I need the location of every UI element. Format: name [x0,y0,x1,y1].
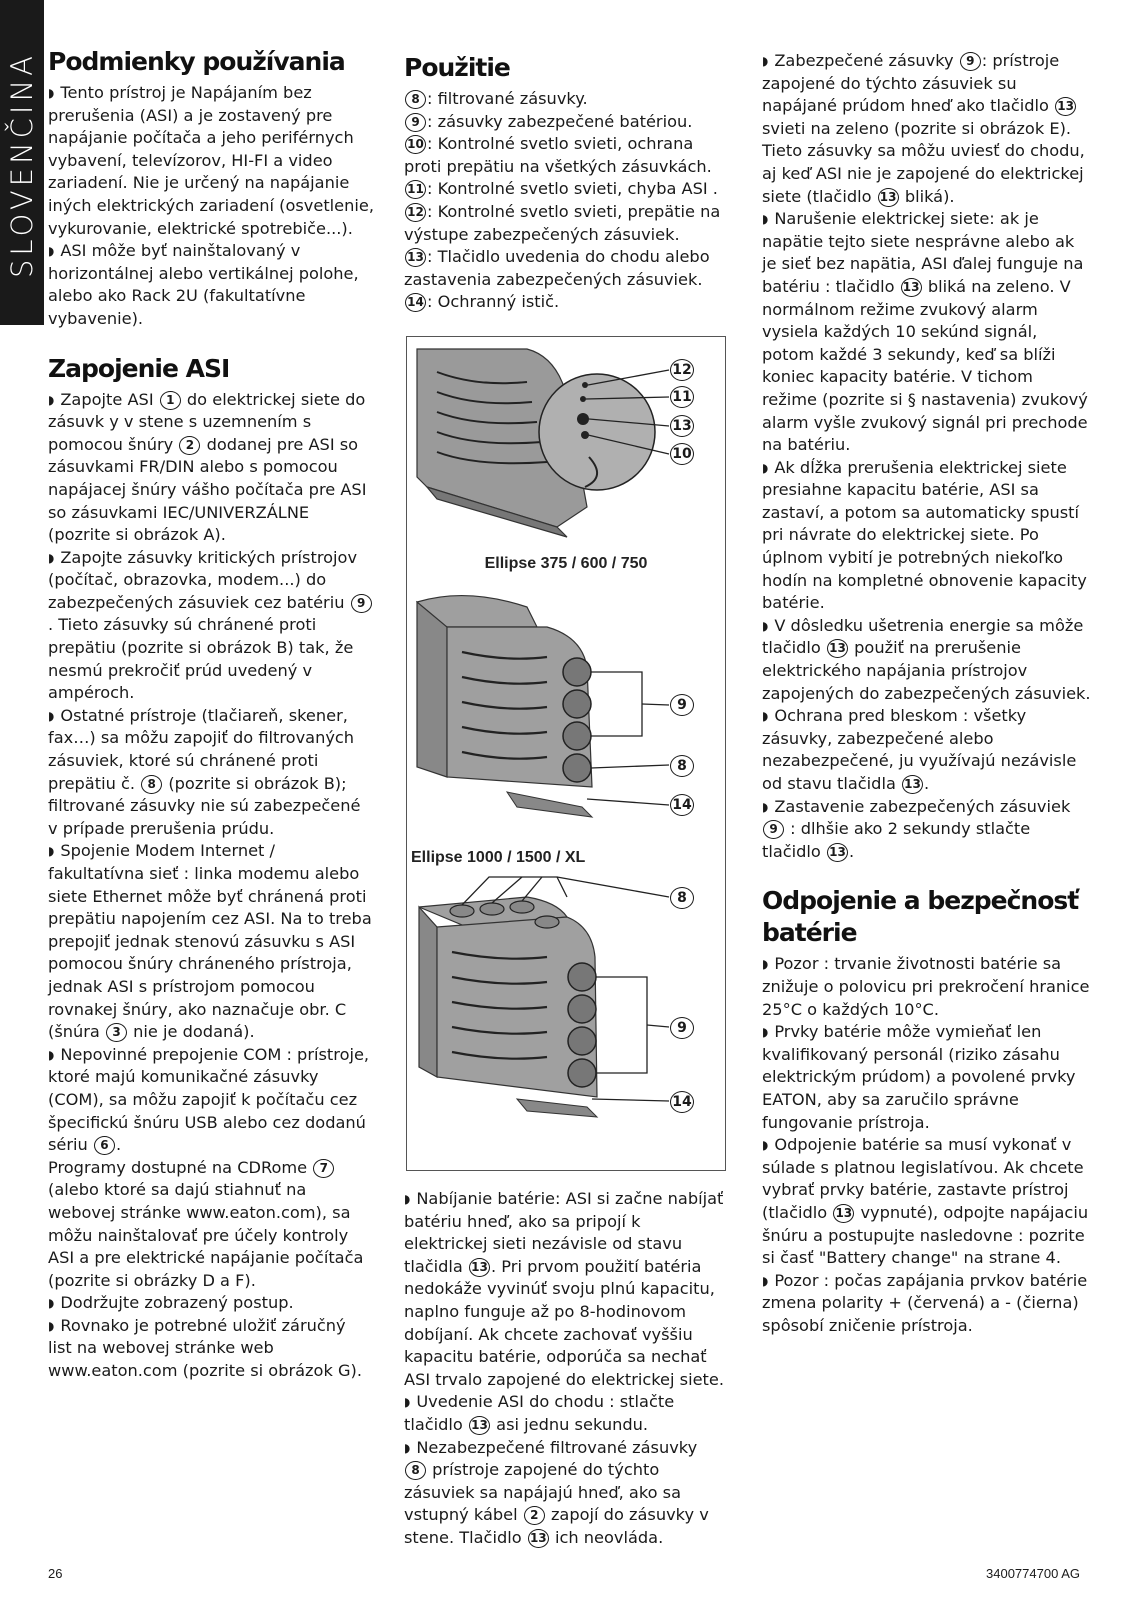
callout-11: 11 [670,386,694,408]
ref-number: 9 [351,594,372,613]
column-3 [762,50,1092,1337]
paragraph: ◗ Rovnako je potrebné uložiť záručný list na webovej stránke web www.eaton.com (pozrite si obrázok G). [48,1315,374,1383]
callout-9: 9 [670,694,694,716]
paragraph: ◗ ASI môže byť nainštalovaný v horizontálnej alebo vertikálnej polohe, alebo ako Rack 2U (fakultatívne vybavenie). [48,240,374,330]
paragraph: ◗ Dodržujte zobrazený postup. [48,1292,374,1315]
legend-item: 8 : filtrované zásuvky. [404,88,724,111]
paragraph: ◗ Zapojte ASI 1 do elektrickej siete do zásuvk y v stene s uzemnením s pomocou šnúry 2 dodanej pre ASI so zásuvkami FR/DIN alebo s pomocou napájacej šnúry vášho počítača pre ASI so zásuvkami IEC/UNIVERZÁLNE (pozrite si obrázok A). [48,389,374,547]
paragraph: ◗ V dôsledku ušetrenia energie sa môže tlačidlo 13 použiť na prerušenie elektrického napájania prístrojov zapojených do zabezpečených zásuviek. [762,615,1092,705]
paragraph: ◗ Zapojte zásuvky kritických prístrojov (počítač, obrazovka, modem...) do zabezpečených zásuviek cez batériu 9. Tieto zásuvky sú chránené proti prepätiu (pozrite si obrázok B) tak, že nesmú prekročiť prúd uvedený v ampéroch. [48,547,374,705]
document-code: 3400774700 AG [986,1566,1080,1581]
callout-14: 14 [670,1091,694,1113]
language-label: SLOVENČINA [5,51,39,279]
figure-label-1: Ellipse 375 / 600 / 750 [484,555,648,572]
column-1 [48,46,374,1383]
ref-number: 3 [106,1023,127,1042]
ref-number: 2 [179,436,200,455]
callout-14: 14 [670,794,694,816]
paragraph: ◗ Prvky batérie môže vymieňať len kvalifikovaný personál (riziko zásahu elektrickým prúdom) a povolené prvky EATON, aby sa zaručilo správne fungovanie prístroja. [762,1021,1092,1134]
paragraph: ◗ Spojenie Modem Internet / fakultatívna sieť : linka modemu alebo siete Ethernet môže byť chránená proti prepätiu napojením cez ASI. Na to treba prepojiť jednak stenovú zásuvku s ASI pomocou šnúry chráneného prístroja, jednak ASI s prístrojom pomocou rovnakej šnúry, ako naznačuje obr. C (šnúra 3 nie je dodaná). [48,840,374,1043]
legend-item: 12 : Kontrolné svetlo svieti, prepätie na výstupe zabezpečených zásuviek. [404,201,721,244]
legend-item: 11 : Kontrolné svetlo svieti, chyba ASI . [404,178,724,201]
paragraph: ◗ Pozor : trvanie životnosti batérie sa znižuje o polovicu pri prekročení hranice 25°C o každých 10°C. [762,953,1092,1021]
heading-battery: Odpojenie a bezpečnosť batérie [762,886,1079,948]
paragraph: ◗ Narušenie elektrickej siete: ak je napätie tejto siete nesprávne alebo ak je sieť bez napätia, ASI ďalej funguje na batériu : tlačidlo 13 bliká na zeleno. V normálnom režime zvukový alarm vysiela každých 10 sekúnd signál, potom každé 3 sekundy, keď sa blíži koniec kapacity batérie. V tichom režime (pozrite si § nastavenia) zvukový alarm vyšle zvukový signál pri prechode na batériu. [762,208,1092,457]
legend-item: 13 : Tlačidlo uvedenia do chodu alebo zastavenia zabezpečených zásuviek. [404,247,710,289]
legend-item: 9 : zásuvky zabezpečené batériou. [404,111,724,134]
heading-conditions: Podmienky používania [48,47,345,76]
callout-8: 8 [670,887,694,909]
paragraph: ◗ Nepovinné prepojenie COM : prístroje, ktoré majú komunikačné zásuvky (COM), sa môžu zapojiť k počítaču cez špecifickú šnúru USB alebo cez dodanú sériu 6 . [48,1044,374,1157]
ref-number: 1 [160,391,181,410]
callout-12: 12 [670,359,694,381]
ref-number: 8 [141,775,162,794]
paragraph: ◗ Ochrana pred bleskom : všetky zásuvky, zabezpečené alebo nezabezpečené, ju využívajú nezávisle od stavu tlačidla 13 . [762,705,1092,795]
ref-number: 6 [94,1136,115,1155]
paragraph: ◗ Uvedenie ASI do chodu : stlačte tlačidlo 13 asi jednu sekundu. [404,1391,724,1436]
paragraph: ◗ Zabezpečené zásuvky 9 : prístroje zapojené do týchto zásuviek su napájané prúdom hneď ako tlačidlo 13 svieti na zeleno (pozrite si obrázok E). Tieto zásuvky sa môžu uviesť do chodu, aj keď ASI nie je zapojené do elektrickej siete (tlačidlo 13 bliká). [762,50,1092,208]
ref-number: 7 [313,1159,334,1178]
legend-item: 10 : Kontrolné svetlo svieti, ochrana proti prepätiu na všetkých zásuvkách. [404,134,712,176]
callout-8: 8 [670,755,694,777]
legend-item: 14 : Ochranný istič. [404,291,724,314]
paragraph: ◗ Pozor : počas zapájania prvkov batérie zmena polarity + (červená) a - (čierna) spôsobí zničenie prístroja. [762,1270,1092,1338]
paragraph: ◗ Zastavenie zabezpečených zásuviek 9 : dlhšie ako 2 sekundy stlačte tlačidlo 13 . [762,796,1092,864]
figure-label-2: Ellipse 1000 / 1500 / XL [411,849,586,866]
heading-use: Použitie [404,53,510,82]
paragraph: ◗ Tento prístroj je Napájaním bez prerušenia (ASI) a je zostavený pre napájanie počítača a jeho periférnych vybavení, televízorov, HI-FI a video zariadení. Nie je určený na napájanie iných elektrických zariadení (osvetlenie, vykurovanie, elektrické spotrebiče...). [48,82,374,240]
callout-9: 9 [670,1017,694,1039]
paragraph: ◗ Nabíjanie batérie: ASI si začne nabíjať batériu hneď, ako sa pripojí k elektrickej sieti nezávisle od stavu tlačidla 13 . Pri prvom použití batéria nedokáže vyvinúť svoju plnú kapacitu, naplno funguje až po 8-hodinovom dobíjaní. Ak chcete zachovať vyššiu kapacitu batérie, odporúča sa nechať ASI trvalo zapojené do elektrickej siete. [404,1188,724,1391]
paragraph: ◗ Ostatné prístroje (tlačiareň, skener, fax…) sa môžu zapojiť do filtrovaných zásuviek, ktoré sú chránené proti prepätiu č. 8 (pozrite si obrázok B); filtrované zásuvky nie sú zabezpečené v prípade prerušenia prúdu. [48,705,374,841]
paragraph: ◗ Ak dĺžka prerušenia elektrickej siete presiahne kapacitu batérie, ASI sa zastaví, a potom sa automaticky spustí pri návrate do elektrickej siete. Po úplnom vybití je potrebných niekoľko hodín na kompletné obnovenie kapacity batérie. [762,457,1092,615]
ups-figure [406,336,726,1171]
paragraph: ◗ Nezabezpečené filtrované zásuvky 8 prístroje zapojené do týchto zásuviek sa napájajú hneď, ako sa vstupný kábel 2 zapojí do zásuvky v stene. Tlačidlo 13 ich neovláda. [404,1437,724,1550]
paragraph: ◗ Odpojenie batérie sa musí vykonať v súlade s platnou legislatívou. Ak chcete vybrať prvky batérie, zastavte prístroj (tlačidlo 13 vypnuté), odpojte napájaciu šnúru a postupujte nasledovne : pozrite si časť "Battery change" na strane 4. [762,1134,1092,1270]
page-number: 26 [48,1566,63,1581]
callout-13: 13 [670,415,694,437]
column-2 [404,46,724,314]
language-tab [0,0,44,325]
column-2-bottom [404,1188,724,1550]
paragraph: Programy dostupné na CDRome 7 (alebo ktoré sa dajú stiahnuť na webovej stránke www.eaton.com), sa môžu nainštalovať pre účely kontroly ASI a pre elektrické napájanie počítača (pozrite si obrázky D a F). [48,1157,364,1290]
heading-connect: Zapojenie ASI [48,353,230,383]
callout-10: 10 [670,443,694,465]
